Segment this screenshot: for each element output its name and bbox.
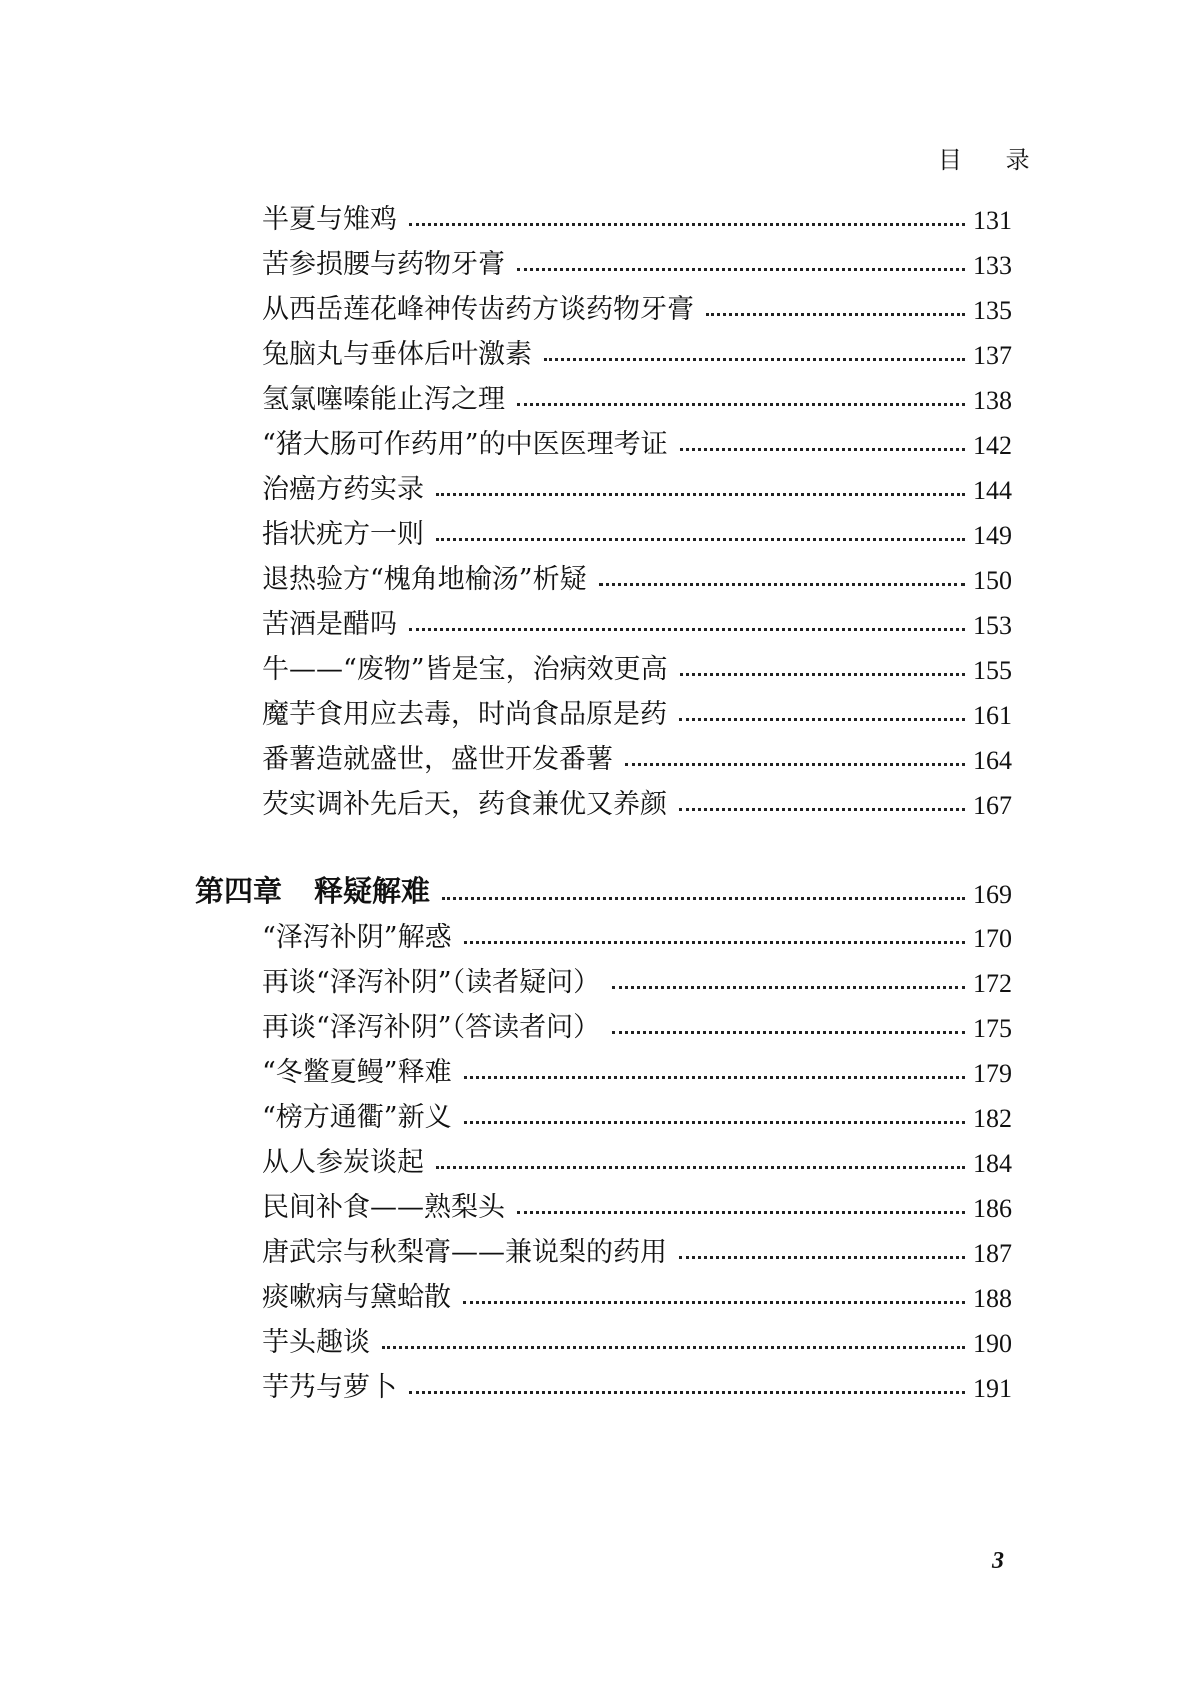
dot-leader: [382, 1346, 965, 1349]
dot-leader: [517, 403, 965, 406]
entry-page: 153: [973, 611, 1012, 640]
entry-title: 半夏与雉鸡: [262, 204, 397, 235]
entry-page: 188: [973, 1284, 1012, 1313]
entry-page: 191: [973, 1374, 1012, 1403]
entry-title: 魔芋食用应去毒，时尚食品原是药: [262, 699, 667, 730]
entry-page: 142: [973, 431, 1012, 460]
running-header: 目 录: [938, 146, 1048, 174]
dot-leader: [463, 1301, 965, 1304]
toc-entry[interactable]: [262, 646, 1012, 686]
entry-page: 167: [973, 791, 1012, 820]
entry-page: 131: [973, 206, 1012, 235]
chapter-heading[interactable]: [195, 868, 1012, 910]
dot-leader: [680, 448, 965, 451]
dot-leader: [679, 1256, 965, 1259]
toc-entry[interactable]: [262, 691, 1012, 731]
entry-title: 唐武宗与秋梨膏——兼说梨的药用: [262, 1237, 667, 1268]
toc-entry[interactable]: [262, 556, 1012, 596]
dot-leader: [464, 1121, 965, 1124]
entry-page: 155: [973, 656, 1012, 685]
dot-leader: [409, 223, 965, 226]
dot-leader: [409, 628, 965, 631]
entry-page: 187: [973, 1239, 1012, 1268]
dot-leader: [706, 313, 965, 316]
entry-title: 苦参损腰与药物牙膏: [262, 249, 505, 280]
page-number: 3: [992, 1548, 1004, 1574]
toc-entry[interactable]: [262, 196, 1012, 236]
entry-title: 兔脑丸与垂体后叶激素: [262, 339, 532, 370]
toc-entry[interactable]: [262, 511, 1012, 551]
entry-title: 退热验方“槐角地榆汤”析疑: [262, 564, 587, 595]
entry-page: 135: [973, 296, 1012, 325]
toc-entry[interactable]: [262, 1094, 1012, 1134]
entry-title: 芋头趣谈: [262, 1327, 370, 1358]
entry-title: 再谈“泽泻补阴”（答读者问）: [262, 1012, 601, 1043]
toc-entry[interactable]: [262, 1274, 1012, 1314]
entry-title: 牛——“废物”皆是宝，治病效更高: [262, 654, 668, 685]
entry-page: 138: [973, 386, 1012, 415]
toc-entry[interactable]: [262, 421, 1012, 461]
entry-title: 从人参炭谈起: [262, 1147, 424, 1178]
dot-leader: [517, 268, 965, 271]
entry-title: “冬鳖夏鳗”释难: [262, 1057, 452, 1088]
dot-leader: [599, 583, 965, 586]
entry-title: 痰嗽病与黛蛤散: [262, 1282, 451, 1313]
toc-entry[interactable]: [262, 781, 1012, 821]
toc-entry[interactable]: [262, 914, 1012, 954]
entry-page: 137: [973, 341, 1012, 370]
entry-title: 民间补食——熟梨头: [262, 1192, 505, 1223]
entry-title: 芡实调补先后天，药食兼优又养颜: [262, 789, 667, 820]
entry-page: 175: [973, 1014, 1012, 1043]
entry-title: 指状疣方一则: [262, 519, 424, 550]
dot-leader: [464, 1076, 965, 1079]
entry-page: 179: [973, 1059, 1012, 1088]
dot-leader: [517, 1211, 965, 1214]
entry-page: 161: [973, 701, 1012, 730]
toc-entry[interactable]: [262, 376, 1012, 416]
toc-entry[interactable]: [262, 601, 1012, 641]
toc-entry[interactable]: [262, 331, 1012, 371]
dot-leader: [612, 1031, 965, 1034]
entry-page: 184: [973, 1149, 1012, 1178]
entry-page: 164: [973, 746, 1012, 775]
entry-title: 氢氯噻嗪能止泻之理: [262, 384, 505, 415]
entry-page: 190: [973, 1329, 1012, 1358]
entry-title: “泽泻补阴”解惑: [262, 922, 452, 953]
chapter-page: 169: [973, 880, 1012, 909]
entry-page: 133: [973, 251, 1012, 280]
entry-page: 149: [973, 521, 1012, 550]
chapter-number: 第四章: [195, 874, 283, 908]
entry-title: 芋艿与萝卜: [262, 1372, 397, 1403]
entry-title: “猪大肠可作药用”的中医医理考证: [262, 429, 668, 460]
dot-leader: [679, 808, 965, 811]
toc-entry[interactable]: [262, 1049, 1012, 1089]
entry-title: 再谈“泽泻补阴”（读者疑问）: [262, 967, 601, 998]
dot-leader: [625, 763, 965, 766]
dot-leader: [679, 718, 965, 721]
entry-page: 186: [973, 1194, 1012, 1223]
entry-page: 182: [973, 1104, 1012, 1133]
entry-title: 苦酒是醋吗: [262, 609, 397, 640]
dot-leader: [464, 941, 965, 944]
toc-entry[interactable]: [262, 286, 1012, 326]
dot-leader: [436, 493, 965, 496]
dot-leader: [680, 673, 965, 676]
entry-page: 170: [973, 924, 1012, 953]
toc-entry[interactable]: [262, 959, 1012, 999]
toc-entry[interactable]: [262, 1184, 1012, 1224]
entry-page: 150: [973, 566, 1012, 595]
dot-leader: [544, 358, 965, 361]
entry-page: 144: [973, 476, 1012, 505]
toc-entry[interactable]: [262, 241, 1012, 281]
entry-title: “榜方通衢”新义: [262, 1102, 452, 1133]
dot-leader: [409, 1391, 965, 1394]
dot-leader: [442, 897, 965, 900]
toc-entry[interactable]: [262, 1139, 1012, 1179]
toc-entry[interactable]: [262, 1229, 1012, 1269]
entry-title: 治癌方药实录: [262, 474, 424, 505]
entry-title: 从西岳莲花峰神传齿药方谈药物牙膏: [262, 294, 694, 325]
toc-entry[interactable]: [262, 1319, 1012, 1359]
toc-entry[interactable]: [262, 466, 1012, 506]
toc-entry[interactable]: [262, 736, 1012, 776]
chapter-title: 释疑解难: [314, 874, 431, 908]
entry-title: 番薯造就盛世，盛世开发番薯: [262, 744, 613, 775]
dot-leader: [436, 1166, 965, 1169]
toc-entry[interactable]: [262, 1364, 1012, 1404]
dot-leader: [612, 986, 965, 989]
dot-leader: [436, 538, 965, 541]
toc-entry[interactable]: [262, 1004, 1012, 1044]
entry-page: 172: [973, 969, 1012, 998]
